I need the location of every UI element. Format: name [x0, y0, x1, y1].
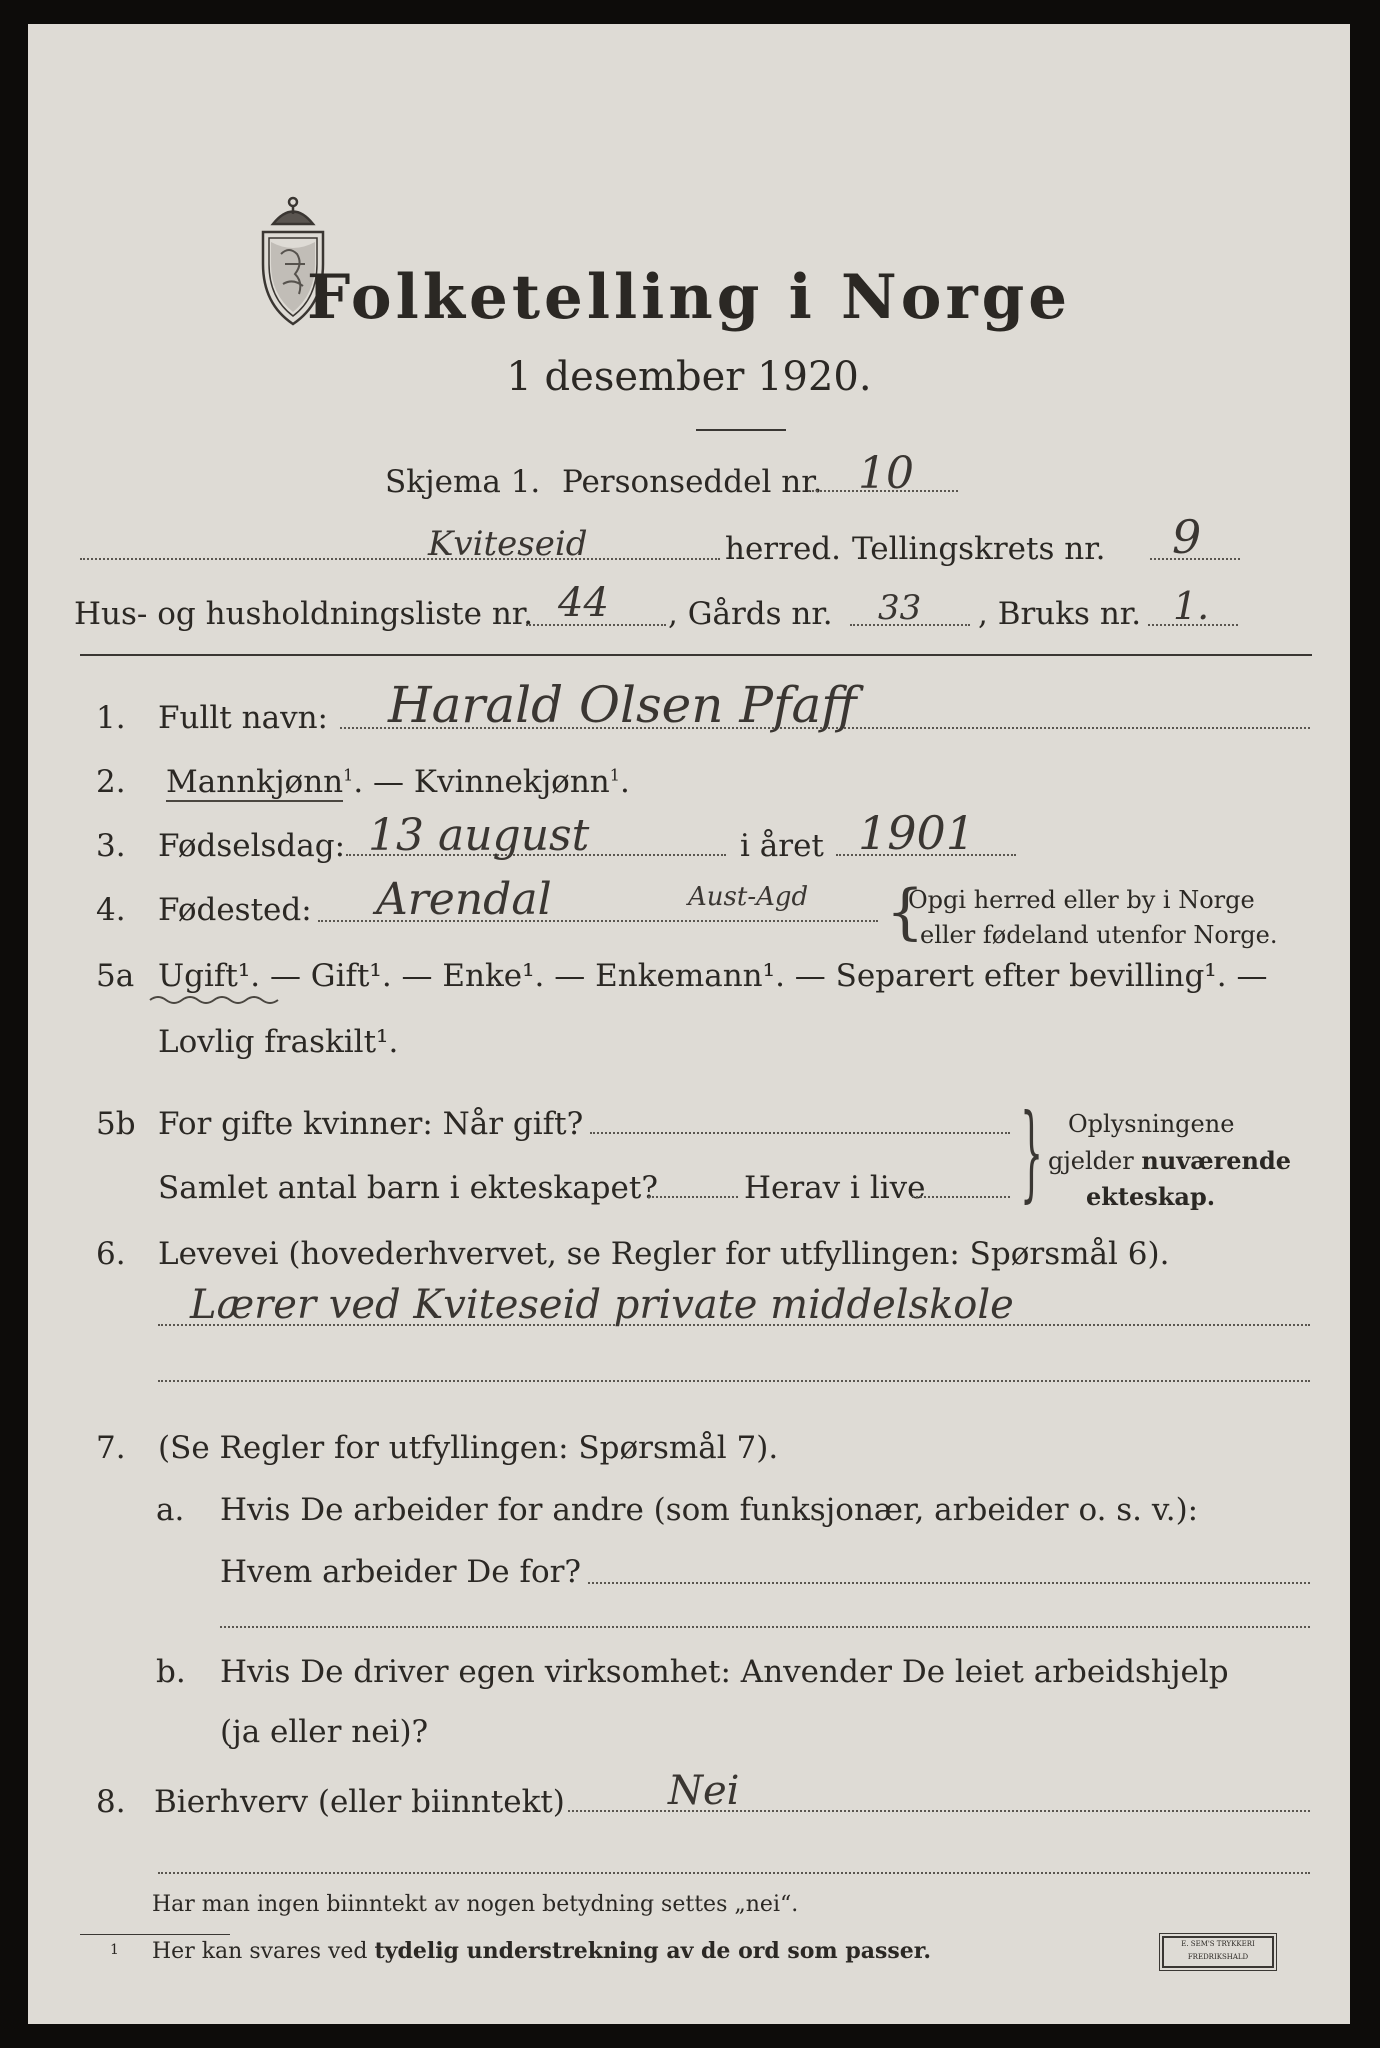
hus-value: 44 — [558, 580, 609, 626]
q5a-underline — [148, 994, 288, 1006]
q7-number: 7. — [96, 1430, 126, 1466]
q3-year-value: 1901 — [858, 806, 976, 860]
q7b-line2: (ja eller nei)? — [220, 1714, 429, 1750]
herred-label: herred. — [725, 531, 841, 567]
q5b-number: 5b — [96, 1106, 136, 1142]
q5b-line1: For gifte kvinner: Når gift? — [158, 1106, 584, 1142]
q1-label: Fullt navn: — [158, 700, 328, 736]
q3-year-label: i året — [740, 828, 824, 864]
hus-label: Hus- og husholdningsliste nr. — [74, 596, 534, 632]
gards-value: 33 — [878, 588, 922, 628]
q5b-brace: } — [1020, 1091, 1044, 1213]
q7b-letter: b. — [156, 1654, 186, 1690]
q1-number: 1. — [96, 700, 126, 736]
q6-number: 6. — [96, 1236, 126, 1272]
q5b-note3: ekteskap. — [1086, 1182, 1216, 1211]
bruks-value: 1. — [1173, 584, 1210, 628]
personseddel-value: 10 — [858, 448, 914, 499]
q6-value: Lærer ved Kviteseid private middelskole — [190, 1282, 1014, 1328]
footer-note: Har man ingen biinntekt av nogen betydning settes „nei“. — [152, 1892, 799, 1917]
form-date: 1 desember 1920. — [506, 354, 872, 400]
personseddel-label: Personseddel nr. — [562, 464, 823, 500]
q8-label: Bierhverv (eller biinntekt) — [154, 1784, 565, 1820]
q4-value: Arendal — [376, 874, 552, 925]
q5a-number: 5a — [96, 958, 135, 994]
tellingskrets-label: Tellingskrets nr. — [852, 531, 1106, 567]
q3-label: Fødselsdag: — [158, 828, 346, 864]
tellingskrets-value: 9 — [1172, 510, 1202, 564]
gards-label: , Gårds nr. — [668, 596, 833, 632]
q5b-children-label: Samlet antal barn i ekteskapet? — [158, 1170, 658, 1206]
q6-label: Levevei (hovederhvervet, se Regler for utfyllingen: Spørsmål 6). — [158, 1236, 1170, 1272]
q5b-note1: Oplysningene — [1068, 1110, 1235, 1138]
q4-label: Fødested: — [158, 892, 312, 928]
q3-number: 3. — [96, 828, 126, 864]
q7-label: (Se Regler for utfyllingen: Spørsmål 7). — [158, 1430, 779, 1466]
q4-brace: { — [886, 877, 925, 947]
meta-divider — [80, 654, 1312, 656]
skjema-label: Skjema 1. — [385, 464, 541, 500]
census-form — [28, 24, 1350, 2024]
title-divider — [696, 429, 786, 431]
q7b-line1: Hvis De driver egen virksomhet: Anvender De leiet arbeidshjelp — [220, 1654, 1229, 1690]
footnote-divider — [80, 1934, 230, 1935]
q5a-line1: Ugift¹. — Gift¹. — Enke¹. — Enkemann¹. — Separert efter bevilling¹. — — [158, 958, 1268, 994]
q2-female: Kvinnekjønn — [413, 764, 610, 800]
q3-value: 13 august — [368, 810, 590, 861]
herred-value: Kviteseid — [428, 524, 588, 564]
printer-stamp: E. SEM'S TRYKKERI FREDRIKSHALD — [1162, 1936, 1274, 1968]
q2-number: 2. — [96, 764, 126, 800]
q2-male: Mannkjønn — [166, 764, 344, 800]
footnote-number: 1 — [110, 1942, 119, 1958]
q8-number: 8. — [96, 1784, 126, 1820]
q8-value: Nei — [668, 1768, 740, 1814]
q5a-line2: Lovlig fraskilt¹. — [158, 1024, 399, 1060]
q5b-note2: gjelder nuværende — [1048, 1146, 1292, 1175]
form-title: Folketelling i Norge — [306, 262, 1072, 333]
q4-note2: eller fødeland utenfor Norge. — [920, 921, 1278, 949]
q5b-alive-label: Herav i live — [744, 1170, 926, 1206]
q1-value: Harald Olsen Pfaff — [388, 676, 857, 734]
q7a-line2: Hvem arbeider De for? — [220, 1554, 582, 1590]
bruks-label: , Bruks nr. — [978, 596, 1142, 632]
q7a-line1: Hvis De arbeider for andre (som funksjonær, arbeider o. s. v.): — [220, 1492, 1199, 1528]
q4-note1: Opgi herred eller by i Norge — [908, 886, 1255, 914]
q2-sex-options: Mannkjønn$^1$. — Kvinnekjønn$^1$. — [166, 764, 630, 800]
footnote-text: Her kan svares ved tydelig understrekning av de ord som passer. — [152, 1938, 932, 1964]
q4-number: 4. — [96, 892, 126, 928]
q4-extra: Aust-Agd — [688, 882, 809, 912]
q7a-letter: a. — [156, 1492, 185, 1528]
